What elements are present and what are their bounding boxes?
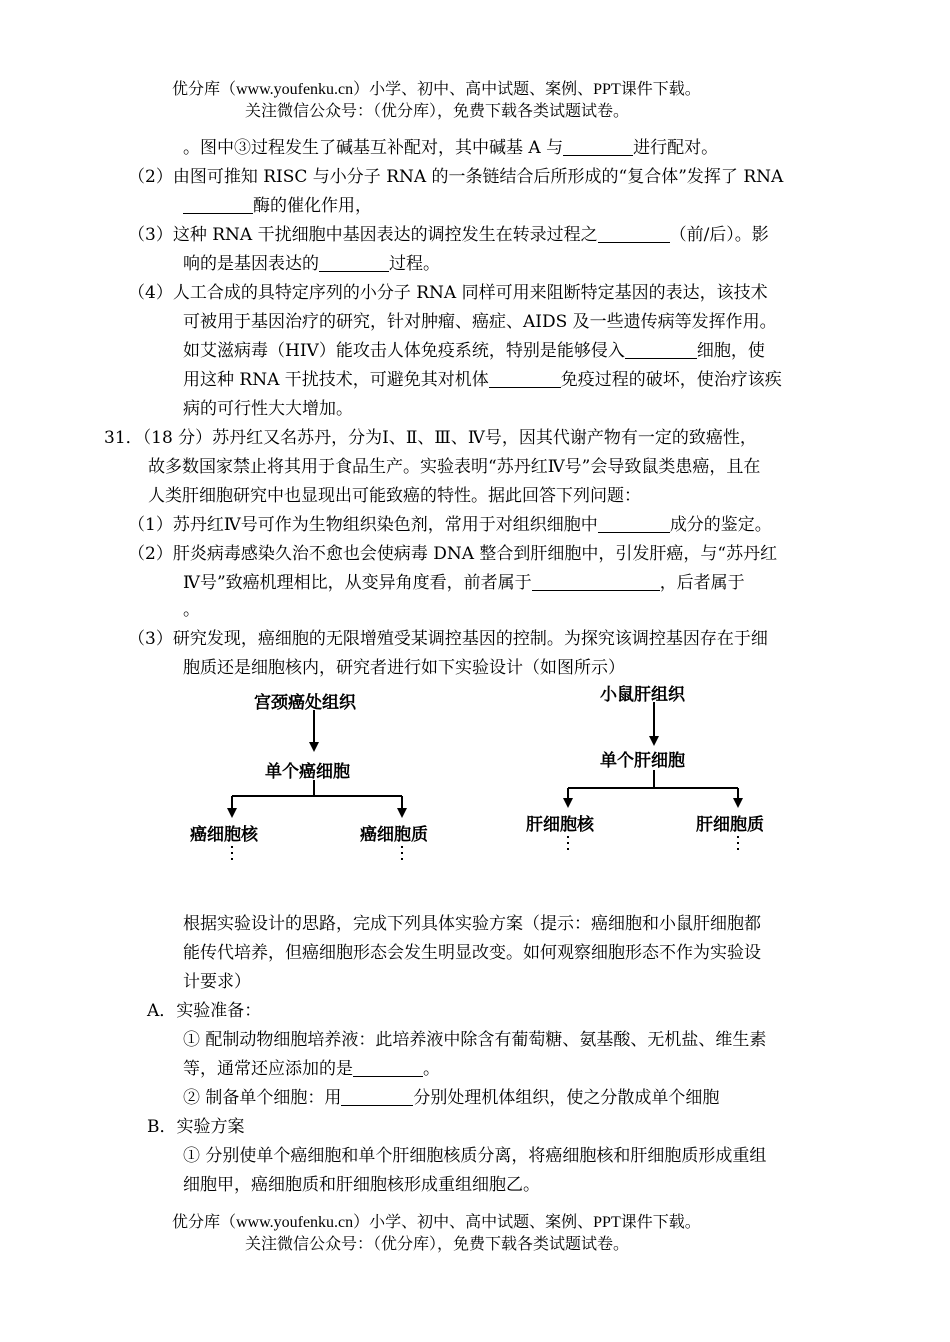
q31-b1-line-2: 细胞甲，癌细胞质和肝细胞核形成重组细胞乙。 — [183, 1175, 540, 1195]
q31-a2: ② 制备单个细胞：用 分别处理机体组织，使之分散成单个细胞 — [183, 1088, 720, 1108]
diagram-node-mouse-tissue: 小鼠肝组织 — [600, 685, 685, 705]
answer-blank[interactable] — [625, 340, 697, 359]
q31-plan-intro-line-3: 计要求） — [183, 972, 251, 992]
q31-section-b: B．实验方案 — [147, 1117, 245, 1137]
diagram-node-liver-cytoplasm: 肝细胞质 — [696, 815, 764, 835]
q30-part2-line-1: （2）由图可推知 RISC 与小分子 RNA 的一条链结合后所形成的“复合体”发挥了 RNA — [128, 167, 784, 187]
q30-part4-line-4: 用这种 RNA 干扰技术，可避免其对机体 免疫过程的破坏，使治疗该疾 — [183, 370, 782, 390]
q30-part4-line-5: 病的可行性大大增加。 — [183, 399, 353, 419]
q31-stem-line-1: 31．（18 分）苏丹红又名苏丹，分为Ⅰ、Ⅱ、Ⅲ、Ⅳ号，因其代谢产物有一定的致癌性， — [104, 428, 757, 448]
header-line-2: 关注微信公众号：（优分库），免费下载各类试题试卷。 — [245, 103, 630, 120]
q31-plan-intro-line-1: 根据实验设计的思路，完成下列具体实验方案（提示：癌细胞和小鼠肝细胞都 — [183, 914, 761, 934]
q31-part2-line-1: （2）肝炎病毒感染久治不愈也会使病毒 DNA 整合到肝细胞中，引发肝癌，与“苏丹红 — [128, 544, 778, 564]
diagram-node-single-cell: 单个癌细胞 — [265, 762, 350, 782]
answer-blank[interactable] — [341, 1087, 413, 1106]
answer-blank[interactable] — [598, 514, 670, 533]
q31-stem-line-3: 人类肝细胞研究中也显现出可能致癌的特性。据此回答下列问题： — [148, 486, 641, 506]
q31-part2-line-2: Ⅳ号”致癌机理相比，从变异角度看，前者属于 ，后者属于 — [183, 573, 745, 593]
q30-part4-line-2: 可被用于基因治疗的研究，针对肿瘤、癌症、AIDS 及一些遗传病等发挥作用。 — [183, 312, 777, 332]
diagram-node-cytoplasm: 癌细胞质 — [360, 825, 428, 845]
q31-part3-line-1: （3）研究发现，癌细胞的无限增殖受某调控基因的控制。为探究该调控基因存在于细 — [128, 629, 768, 649]
answer-blank[interactable] — [183, 195, 253, 214]
answer-blank[interactable] — [319, 253, 389, 272]
flow-diagram-liver-lines — [520, 678, 800, 868]
answer-blank[interactable] — [532, 572, 660, 591]
flow-diagram-cancer — [180, 686, 460, 876]
diagram-node-liver-nucleus: 肝细胞核 — [526, 815, 594, 835]
header-line-1: 优分库（www.youfenku.cn）小学、初中、高中试题、案例、PPT课件下载。 — [172, 81, 701, 98]
q31-plan-intro-line-2: 能传代培养，但癌细胞形态会发生明显改变。如何观察细胞形态不作为实验设 — [183, 943, 761, 963]
q30-line-1: 。图中③过程发生了碱基互补配对，其中碱基 A 与 进行配对。 — [183, 138, 719, 158]
footer-line-2: 关注微信公众号：（优分库），免费下载各类试题试卷。 — [245, 1236, 630, 1253]
q31-stem-line-2: 故多数国家禁止将其用于食品生产。实验表明“苏丹红Ⅳ号”会导致鼠类患癌，且在 — [148, 457, 761, 477]
q31-b1-line-1: ① 分别使单个癌细胞和单个肝细胞核质分离，将癌细胞核和肝细胞质形成重组 — [183, 1146, 767, 1166]
answer-blank[interactable] — [563, 137, 633, 156]
q31-a1-line-1: ① 配制动物细胞培养液：此培养液中除含有葡萄糖、氨基酸、无机盐、维生素 — [183, 1030, 767, 1050]
diagram-node-tissue: 宫颈癌处组织 — [254, 693, 356, 713]
footer-line-1: 优分库（www.youfenku.cn）小学、初中、高中试题、案例、PPT课件下载。 — [172, 1214, 701, 1231]
q31-part3-line-2: 胞质还是细胞核内，研究者进行如下实验设计（如图所示） — [183, 658, 625, 678]
q31-part1: （1）苏丹红Ⅳ号可作为生物组织染色剂，常用于对组织细胞中 成分的鉴定。 — [128, 515, 772, 535]
diagram-node-nucleus: 癌细胞核 — [190, 825, 258, 845]
q30-part4-line-1: （4）人工合成的具特定序列的小分子 RNA 同样可用来阻断特定基因的表达，该技术 — [128, 283, 768, 303]
q31-part2-line-3: 。 — [183, 600, 200, 620]
q30-part2-line-2: 酶的催化作用， — [183, 194, 372, 218]
q30-part4-line-3: 如艾滋病毒（HIV）能攻击人体免疫系统，特别是能够侵入 细胞，使 — [183, 341, 765, 361]
q31-section-a: A．实验准备： — [147, 1001, 262, 1021]
diagram-node-single-liver-cell: 单个肝细胞 — [600, 751, 685, 771]
answer-blank[interactable] — [353, 1058, 423, 1077]
flow-diagram-liver — [520, 678, 800, 868]
answer-blank[interactable] — [598, 224, 670, 243]
q31-a1-line-2: 等，通常还应添加的是 。 — [183, 1059, 440, 1079]
q30-part3-line-2: 响的是基因表达的 过程。 — [183, 254, 440, 274]
answer-blank[interactable] — [489, 369, 561, 388]
q30-part3-line-1: （3）这种 RNA 干扰细胞中基因表达的调控发生在转录过程之 （前/后）。影 — [128, 225, 769, 245]
